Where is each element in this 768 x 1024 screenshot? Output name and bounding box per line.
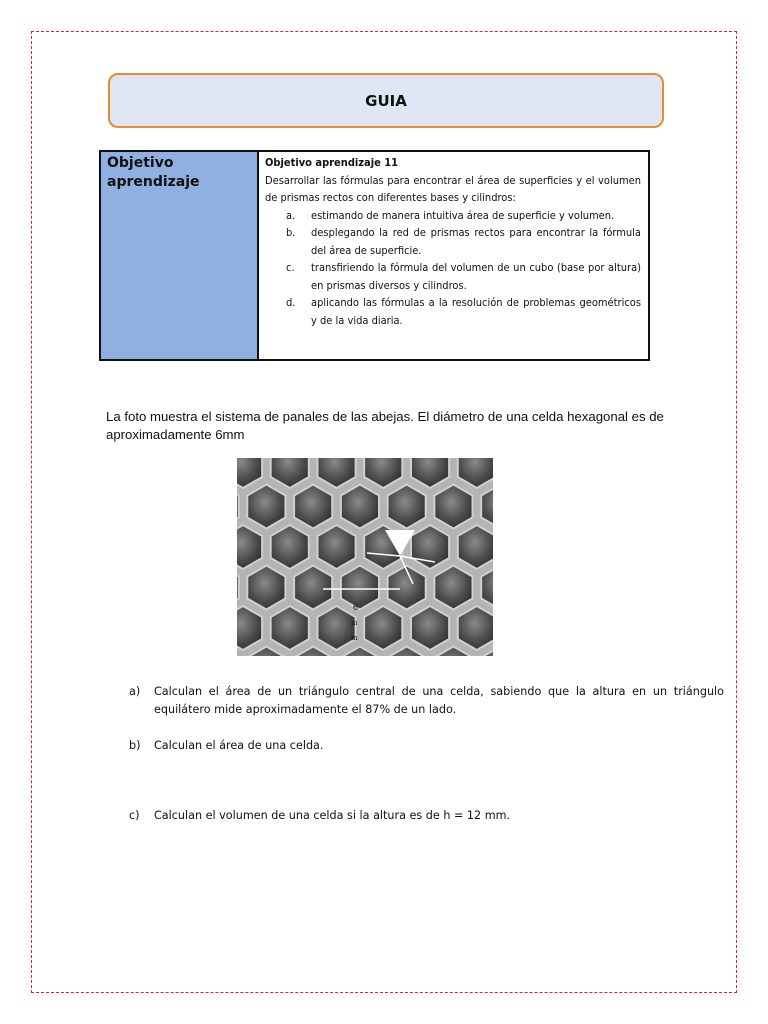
honeycomb-cell bbox=[341, 485, 379, 529]
question-marker: b) bbox=[129, 739, 141, 752]
honeycomb-cell bbox=[318, 606, 356, 650]
question-marker: a) bbox=[129, 685, 141, 698]
honeycomb-cell bbox=[388, 485, 426, 529]
photo-label-m2: m bbox=[351, 634, 358, 642]
question-marker: c) bbox=[129, 809, 140, 822]
item-text: desplegando la red de prismas rectos para encontrar la fórmula del área de superficie. bbox=[311, 226, 641, 257]
item-marker: b. bbox=[286, 226, 296, 239]
question-text: Calculan el volumen de una celda si la altura es de h = 12 mm. bbox=[154, 809, 511, 822]
honeycomb-cell bbox=[294, 566, 332, 610]
objective-heading: Objetivo aprendizaje 11 bbox=[265, 156, 399, 169]
item-text: aplicando las fórmulas a la resolución de problemas geométricos y de la vida diaria. bbox=[311, 296, 641, 327]
honeycomb-cell bbox=[318, 525, 356, 569]
item-text: transfiriendo la fórmula del volumen de un cubo (base por altura) en prismas diversos y cilindros. bbox=[311, 261, 641, 292]
objective-item bbox=[265, 259, 641, 294]
intro-paragraph: La foto muestra el sistema de panales de las abejas. El diámetro de una celda hexagonal es de aproximadamente 6mm bbox=[106, 409, 664, 442]
question-c bbox=[129, 807, 724, 825]
honeycomb-cell bbox=[294, 485, 332, 529]
objective-list bbox=[265, 207, 641, 330]
honeycomb-photo bbox=[237, 458, 493, 656]
objective-item bbox=[265, 294, 641, 329]
question-text: Calculan el área de un triángulo central de una celda, sabiendo que la altura en un triángulo equilátero mide aproximadamente el 87% de un lado. bbox=[154, 685, 724, 716]
objective-description: Desarrollar las fórmulas para encontrar el área de superficies y el volumen de prismas rectos con diferentes bases y cilindros: bbox=[265, 173, 641, 204]
objective-content bbox=[259, 152, 648, 359]
item-marker: d. bbox=[286, 296, 296, 309]
honeycomb-cell bbox=[271, 606, 309, 650]
objective-label: Objetivo aprendizaje bbox=[101, 152, 259, 359]
photo-label-m1: m bbox=[351, 619, 358, 627]
objective-item bbox=[265, 224, 641, 259]
honeycomb-cell bbox=[411, 606, 449, 650]
honeycomb-cell bbox=[364, 606, 402, 650]
objective-table bbox=[99, 150, 650, 361]
question-a bbox=[129, 683, 724, 719]
question-text: Calculan el área de una celda. bbox=[154, 739, 324, 752]
honeycomb-cell bbox=[271, 525, 309, 569]
item-marker: c. bbox=[286, 261, 295, 274]
honeycomb-cell bbox=[434, 485, 472, 529]
honeycomb-cell bbox=[247, 485, 285, 529]
honeycomb-cell bbox=[247, 566, 285, 610]
honeycomb-cell bbox=[411, 525, 449, 569]
objective-item bbox=[265, 207, 641, 225]
item-text: estimando de manera intuitiva área de superficie y volumen. bbox=[311, 208, 615, 222]
honeycomb-cell bbox=[341, 566, 379, 610]
item-marker: a. bbox=[286, 208, 296, 222]
question-b bbox=[129, 737, 724, 755]
page-title: GUIA bbox=[108, 73, 664, 128]
photo-label-6: 6 bbox=[353, 603, 359, 612]
honeycomb-cell bbox=[434, 566, 472, 610]
